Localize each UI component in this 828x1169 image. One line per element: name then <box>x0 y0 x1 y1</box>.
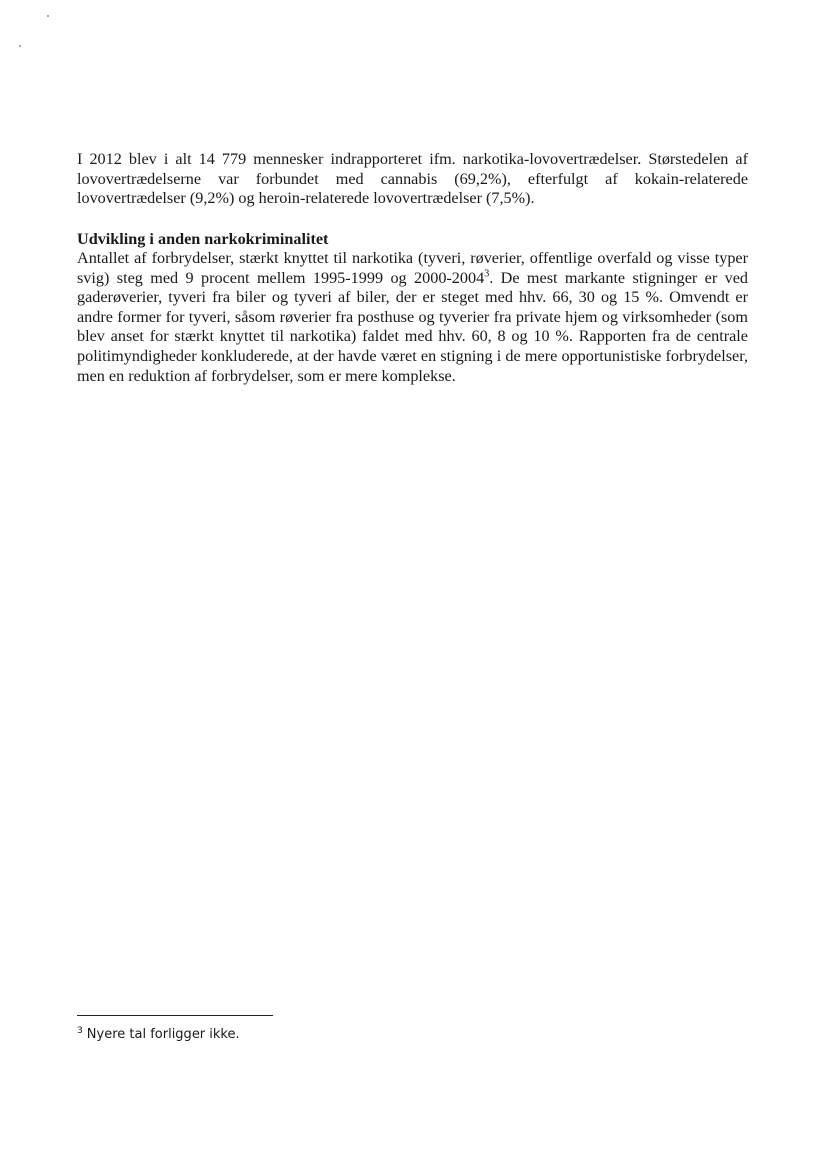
paragraph-text-part-1: Antallet af forbrydelser, stærkt knyttet til narkotika (tyveri, røverier, offentlige overfald og visse typer svig) steg med 9 procent mellem 1995-1999 og 2000-2004 <box>77 249 748 287</box>
scan-speck <box>19 45 21 47</box>
paragraph-drug-offences-2012: I 2012 blev i alt 14 779 mennesker indrapporteret ifm. narkotika-lovovertrædelser. Størstedelen af lovovertrædelserne var forbundet med cannabis (69,2%), efterfulgt af kokain-relaterede lovovertrædelser (9,2%) og heroin-relaterede lovovertrædelser (7,5%). <box>77 150 748 208</box>
footnote-text: Nyere tal forligger ikke. <box>86 1027 240 1042</box>
footnote-number: 3 <box>77 1025 83 1036</box>
footnote-reference: 3 <box>484 268 490 280</box>
footnote-separator <box>77 1015 273 1016</box>
paragraph-text-part-2: . De mest markante stigninger er ved gaderøverier, tyveri fra biler og tyveri af biler, der er steget med hhv. 66, 30 og 15 %. Omvendt er andre former for tyveri, såsom røverier fra posthuse og tyverier fra private hjem og virksomheder (som blev anset for stærkt knyttet til narkotika) faldet med hhv. 60, 8 og 10 %. Rapporten fra de centrale politimyndigheder konkluderede, at der havde været en stigning i de mere opportunistiske forbrydelser, men en reduktion af forbrydelser, som er mere komplekse. <box>77 268 749 385</box>
section-heading: Udvikling i anden narkokriminalitet <box>77 230 329 248</box>
footnote <box>77 1026 240 1044</box>
scan-speck <box>47 15 49 17</box>
paragraph-other-drug-crime <box>77 249 748 386</box>
